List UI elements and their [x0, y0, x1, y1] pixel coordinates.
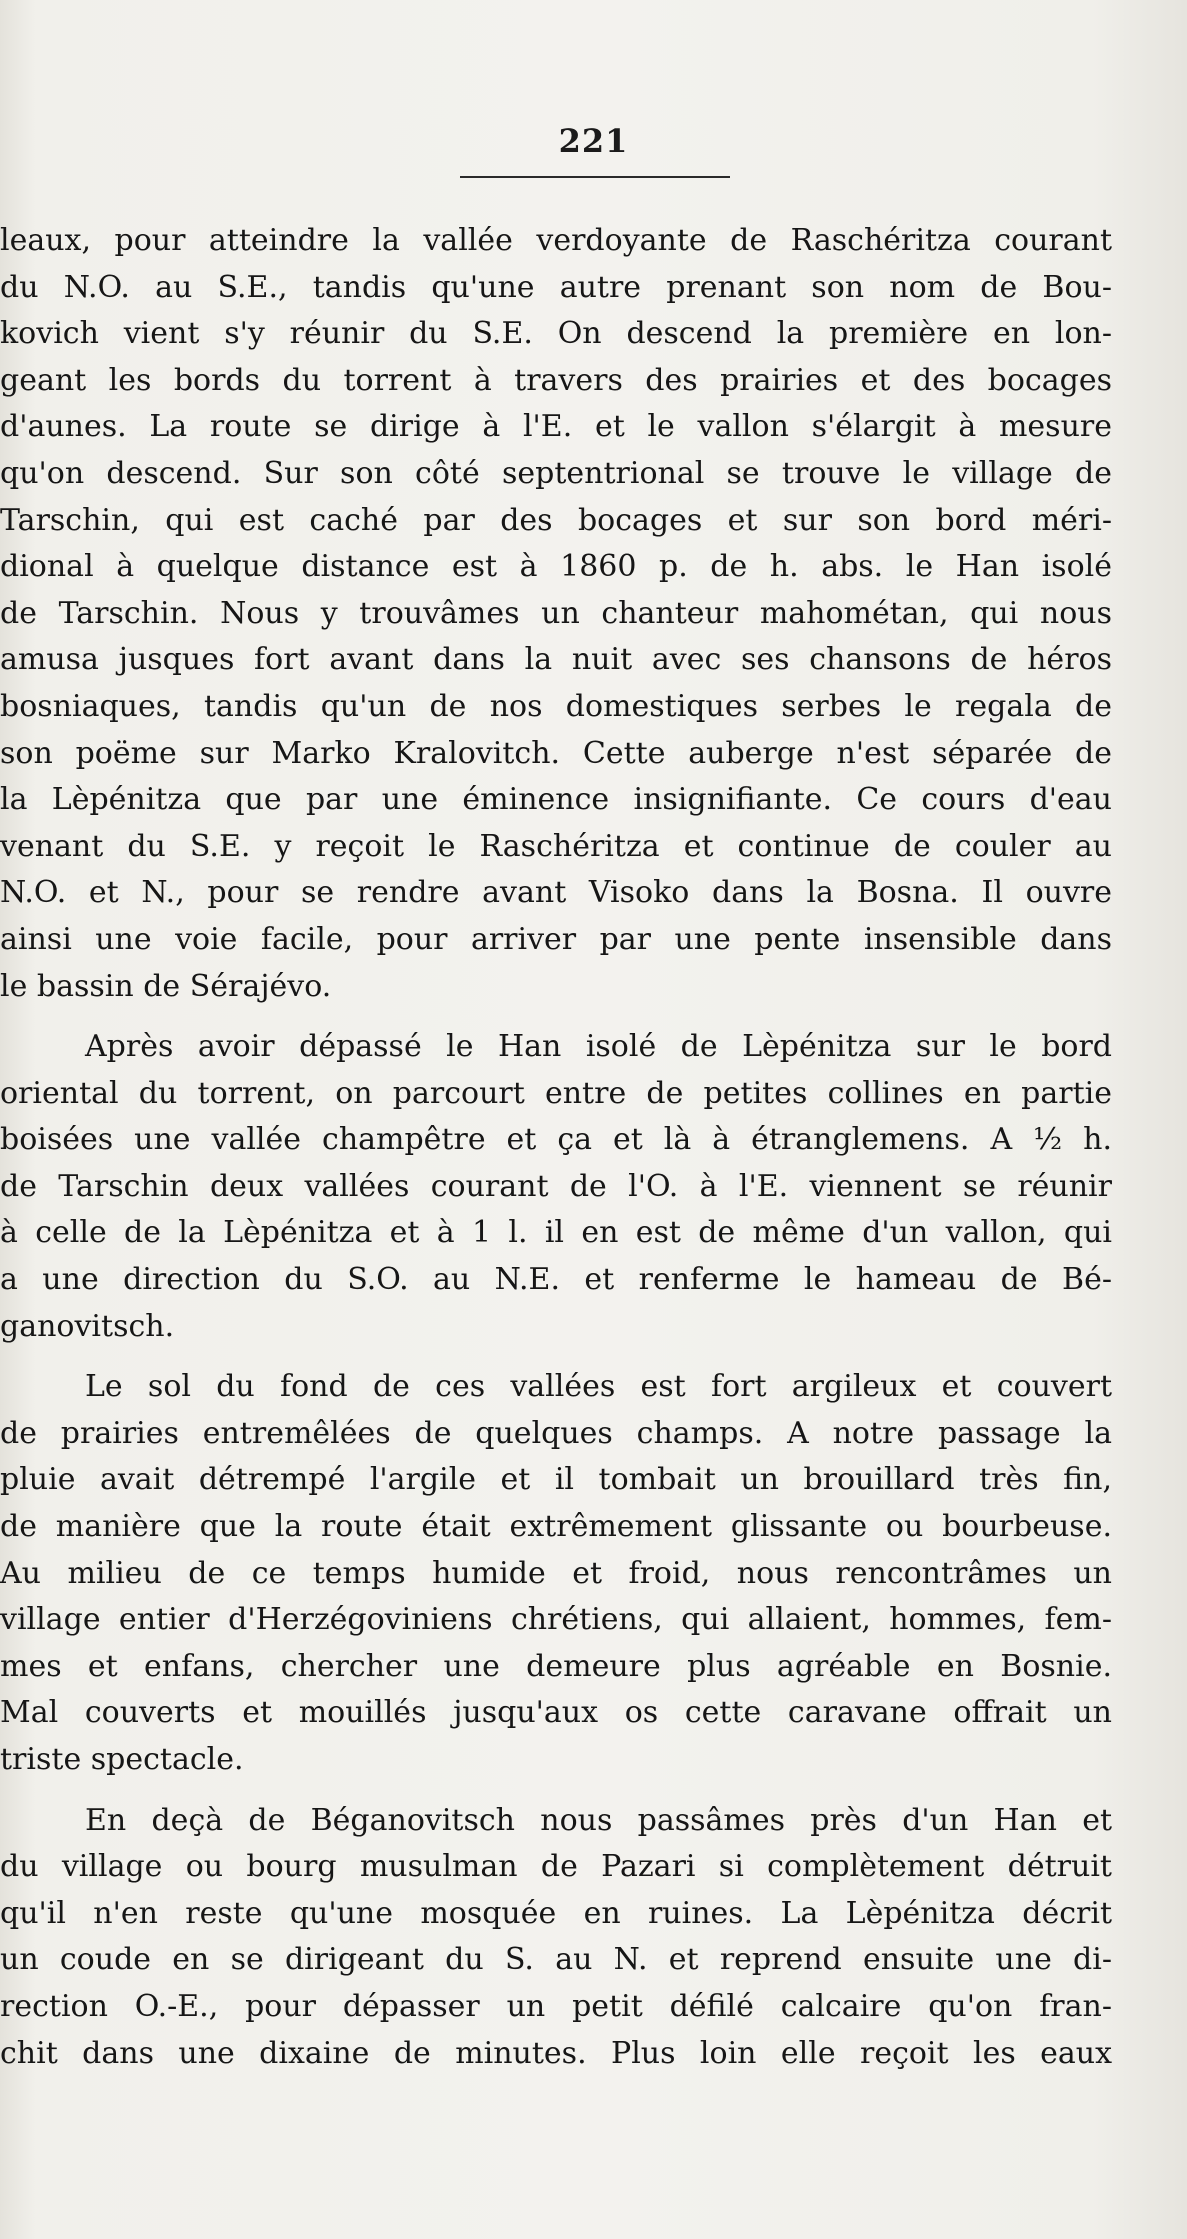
- text-line: ainsi une voie facile, pour arriver par une pente insensible dans: [0, 921, 1112, 957]
- text-line: son poëme sur Marko Kralovitch. Cette auberge n'est séparée de: [0, 735, 1112, 771]
- text-line: Mal couverts et mouillés jusqu'aux os cette caravane offrait un: [0, 1695, 1112, 1731]
- paragraph-2: [0, 1024, 1112, 1350]
- text-line: N.O. et N., pour se rendre avant Visoko dans la Bosna. Il ouvre: [0, 875, 1112, 911]
- paragraph-1: [0, 218, 1112, 1010]
- paragraph-3: [0, 1364, 1112, 1783]
- text-line: En deçà de Béganovitsch nous passâmes près d'un Han et: [85, 1802, 1112, 1838]
- paragraph-4: [0, 1798, 1112, 2078]
- page-number: 221: [558, 122, 629, 160]
- text-line: village entier d'Herzégoviniens chrétiens, qui allaient, hommes, fem-: [0, 1602, 1112, 1638]
- text-line: de Tarschin deux vallées courant de l'O. à l'E. viennent se réunir: [0, 1168, 1112, 1204]
- text-line: ganovitsch.: [0, 1308, 175, 1344]
- text-line: boisées une vallée champêtre et ça et là à étranglemens. A ½ h.: [0, 1122, 1112, 1158]
- text-line: à celle de la Lèpénitza et à 1 l. il en est de même d'un vallon, qui: [0, 1215, 1112, 1251]
- text-line: oriental du torrent, on parcourt entre de petites collines en partie: [0, 1075, 1112, 1111]
- text-line: de Tarschin. Nous y trouvâmes un chanteur mahométan, qui nous: [0, 595, 1112, 631]
- text-line: un coude en se dirigeant du S. au N. et reprend ensuite une di-: [0, 1942, 1112, 1978]
- text-line: amusa jusques fort avant dans la nuit avec ses chansons de héros: [0, 642, 1112, 678]
- text-line: venant du S.E. y reçoit le Raschéritza et continue de couler au: [0, 828, 1112, 864]
- text-line: d'aunes. La route se dirige à l'E. et le vallon s'élargit à mesure: [0, 409, 1112, 445]
- text-line: du village ou bourg musulman de Pazari si complètement détruit: [0, 1849, 1112, 1885]
- text-line: chit dans une dixaine de minutes. Plus loin elle reçoit les eaux: [0, 2035, 1112, 2071]
- header-rule: [460, 176, 730, 178]
- text-line: kovich vient s'y réunir du S.E. On descend la première en lon-: [0, 316, 1112, 352]
- text-line: rection O.-E., pour dépasser un petit défilé calcaire qu'on fran-: [0, 1988, 1112, 2024]
- text-line: la Lèpénitza que par une éminence insignifiante. Ce cours d'eau: [0, 782, 1112, 818]
- text-line: Le sol du fond de ces vallées est fort argileux et couvert: [85, 1369, 1112, 1405]
- text-line: du N.O. au S.E., tandis qu'une autre prenant son nom de Bou-: [0, 269, 1112, 305]
- text-line: leaux, pour atteindre la vallée verdoyante de Raschéritza courant: [0, 223, 1112, 258]
- text-line: Au milieu de ce temps humide et froid, nous rencontrâmes un: [0, 1555, 1112, 1591]
- text-line: a une direction du S.O. au N.E. et renferme le hameau de Bé-: [0, 1262, 1112, 1298]
- body-text: [0, 218, 1112, 2077]
- text-line: pluie avait détrempé l'argile et il tombait un brouillard très fin,: [0, 1462, 1112, 1498]
- text-line: qu'on descend. Sur son côté septentrional se trouve le village de: [0, 455, 1112, 491]
- text-line: Après avoir dépassé le Han isolé de Lèpénitza sur le bord: [85, 1029, 1112, 1065]
- text-line: dional à quelque distance est à 1860 p. de h. abs. le Han isolé: [0, 549, 1112, 585]
- text-line: qu'il n'en reste qu'une mosquée en ruines. La Lèpénitza décrit: [0, 1895, 1112, 1931]
- text-line: de manière que la route était extrêmement glissante ou bourbeuse.: [0, 1509, 1112, 1545]
- text-line: le bassin de Sérajévo.: [0, 968, 332, 1004]
- text-line: geant les bords du torrent à travers des prairies et des bocages: [0, 362, 1112, 398]
- text-line: triste spectacle.: [0, 1742, 244, 1777]
- text-line: Tarschin, qui est caché par des bocages et sur son bord méri-: [0, 502, 1112, 538]
- text-line: bosniaques, tandis qu'un de nos domestiques serbes le regala de: [0, 688, 1112, 724]
- text-line: mes et enfans, chercher une demeure plus agréable en Bosnie.: [0, 1648, 1112, 1684]
- text-line: de prairies entremêlées de quelques champs. A notre passage la: [0, 1415, 1112, 1451]
